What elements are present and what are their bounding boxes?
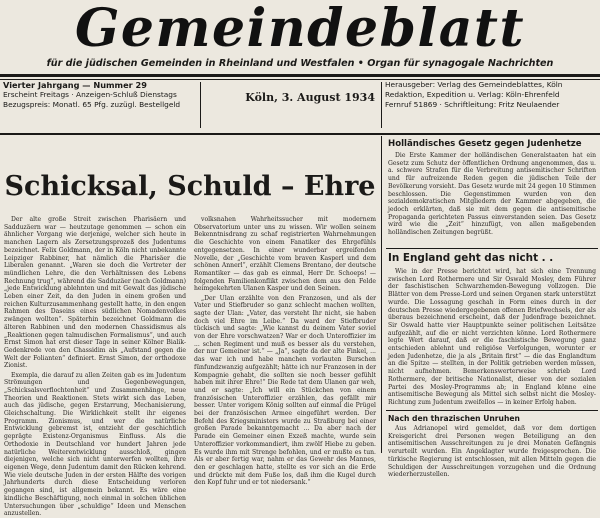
article-paragraph: volksnahen Wahrheitssucher mit modernem Observatorium unter uns zu wissen. Wir wollen seinem Bekenntnisdrang zu schaf registrierten Wahrnehmungen die Geschichte von einem Fanatiker des Ehrgefühls entgegensetzen. In einer wunderbar ergreifenden Novelle, der „Geschichte vom braven Kasperl und dem schönen Annerl“, erzählt Clemens Brentano, der deutsche Romantiker — das gab es einmal, Herr Dr. Schoeps! — folgenden Familienkonflikt zwischen dem aus den Felde heimgekehrten Ulanen Kasper und den Seinen. [194,216,376,293]
article-paragraph: „Der Ulan erzählte von den Franzosen, und als der Vater und Stiefbruder so ganz schlecht machen wollten, sagte der Ulan: „Vater, das versteht Ihr nicht, sie haben doch viel Ehre im Leibe.“ Da ward der Stiefbruder tückisch und sagte: „Wie kannst du deinem Vater soviel von der Ehre vorschwatzen? War er doch Unteroffizier im ... schen Regiment und muß es besser als du verstehen, der nur Gemeiner ist.“ — „Ja“, sagte da der alte Finkel, ... das war ich und habe manchen vorlauten Burschen fünfundzwanzig aufgezählt; hätte ich nur Franzosen in der Kompagnie gehabt, die sollten sie noch besser gefühlt haben mit ihrer Ehre!“ Die Rede tat dem Ulanen gar weh, und er sagte: „Ich will ein Stückchen von einem französischen Unteroffizier erzählen, das gefällt mir besser. Unter vorigem König sollten auf einmal die Prügel bei der französischen Armee eingeführt werden. Der Befehl des Kriegsministers wurde zu Straßburg bei einer großen Parade bekanntgemacht ... Da aber nach der Parade ein Gemeiner einen Exzeß machte, wurde sein Unteroffizier vorkommandiert, ihm zwölf Hiebe zu geben. Es wurde ihm mit Strenge befohlen, und er mußte es tun. Als er aber fertig war, nahm er das Gewehr des Mannes, den er geschlagen hatte, stellte es vor sich an die Erde und drückte mit dem Fuße los, daß ihm die Kugel durch den Kopf fuhr und er tot niedersank.“ [194,294,376,487]
publisher-line: Herausgeber: Verlag des Gemeindeblattes, Köln [385,80,563,89]
infobar-rule [0,133,600,135]
issue-date: Köln, 3. August 1934 [245,91,375,104]
editorial-address: Redaktion, Expedition u. Verlag: Köln-Ehrenfeld [385,90,560,99]
infobar-divider-left [200,82,201,128]
column-divider-main [381,136,382,453]
section-rule [386,410,598,411]
phone-editor: Fernruf 51869 · Schriftleitung: Fritz Neulaender [385,100,560,109]
subscription-price: Bezugspreis: Monatl. 65 Pfg. zuzügl. Bestellgeld [3,100,181,109]
section-heading-thrace: Nach den thrazischen Unruhen [388,414,520,423]
section-rule [386,248,598,249]
article-column-1 [4,216,186,518]
article-paragraph: Exempla, die darauf zu allen Zeiten gab es im Judentum Strömungen und Gegenbewegungen, „Schicksalsverflochtenheit“ und Zusammenhänge, neue Theorien und Reaktionen. Stets wirkt sich das Leben, auch das jüdische, gegen Erstarrung, Mechanisierung, Gleichschaltung. Die Wirklichkeit stellt ihr eigenes Programm. Zionismus, und wer die natürliche Entwicklung gebremst ist, entzieht der geschichtlich geprägte Existenz-Organismus Einfluss. Als die Orthodoxie in Deutschland vor hundert Jahren jede natürliche Weiterentwicklung ausschloß, gingen diejenigen, welche sich nicht unterwerfen wollten, ihre eigenen Wege, denn Judentum damit den Rücken kehrend. Wie viele deutsche Juden in der ersten Hälfte des vorigen Jahrhunderts durch diese Entscheidung verloren gegangen sind, ist allgemein bekannt. Es wäre eine kindliche Beschäftigung, noch einmal in solchen üblichen Untersuchungen über „schuldige“ Ideen und Menschen anzustellen. [4,371,186,518]
infobar-divider-right [381,82,382,128]
section-heading-dutch-law: Holländisches Gesetz gegen Judenhetze [388,139,582,149]
section-paragraph: Die Erste Kammer der holländischen Generalstaaten hat ein Gesetz zum Schutz der öffentlichen Ordnung angenommen, das u. a. schwere Strafen für die Verbreitung antisemitischer Schriften und für aufreizende Reden gegen die jüdischen Teile der Bevölkerung vorsieht. Das Gesetz wurde mit 24 gegen 10 Stimmen beschlossen. Die Gegenstimmen wurden von den sozialdemokratischen Mitgliedern der Kammer abgegeben, die jedoch erklärten, daß sie mit dem gegen die antisemitische Propaganda gerichteten Passus einverstanden seien. Das Gesetz wird wie die „Zeit“ hinzufügt, von allen maßgebenden holländischen Zeitungen begrüßt. [388,152,596,237]
section-body-dutch-law [388,152,596,244]
top-rule [0,74,600,77]
issue-number: Vierter Jahrgang — Nummer 29 [3,80,147,90]
masthead-subtitle: für die jüdischen Gemeinden in Rheinland und Westfalen • Organ für synagogale Nachrichten [46,58,554,69]
article-headline: Schicksal, Schuld – Ehre [4,171,376,202]
article-paragraph: Der alte große Streit zwischen Pharisäern und Sadduzäern war — heutzutage genommen — schon ein ähnlicher Vorgang wie derjenige, welcher sich heute in manchen Lagern als Zersetzungsprozeß des Judentums bezeichnet. Felix Goldmann, der in Köln nicht unbekannte Leipziger Rabbiner, hat nämlich die Pharisäer die Liberalen genannt. „Waren sie doch die Vertreter der mündlichen Lehre, die den Verhältnissen des Lebens Rechnung trug“, während die Sadduzäer (nach Goldmann) „jede Entwicklung ablehnten und mit Gewalt das jüdische Leben einer Zeit, da den Juden in einem großen und reichen Kulturzusammenhang gestellt hatte, in den engen Rahmen des Daseins eines südlichen Nomadenvolkes zwängen wollten“. Späterhin bezeichnet Goldmann die älteren Rabbinen und den modernen Chassidismus als „Reaktionen gegen talmudischen Formalismus“, und auch Ernst Simon hat erst dieser Tage in seiner Kölner Bialik-Gedenkrede von den Chassidim als „Aufstand gegen die Welt der Folianten“ definiert. Ernst Simon, der orthodoxe Zionist. [4,216,186,370]
section-heading-england: In England geht das nicht . . [388,252,554,264]
newspaper-masthead: Gemeindeblatt [75,0,525,59]
publisher-info [385,80,597,132]
article-column-2 [194,216,376,487]
section-body-thrace [388,425,596,479]
section-paragraph: Wie in der Presse berichtet wird, hat sich eine Trennung zwischen Lord Rothermere und Sir Oswald Mosley, dem Führer der faschistischen Schwarzhemden-Bewegung vollzogen. Die Blätter von dem Presse-Lord und seinen Organen stark unterstützt wurde. Die Lossagung geschah in Form eines durch in der deutschen Presse wiedergegebenen offenen Briefwechsels, der als überaus bezeichnend erscheint, daß der Judenfrage bezeichnet. Sir Oswald hatte vier Hauptpunkte seiner politischen Leitsätze aufgezählt, auf die er nicht verzichten könne. Lord Rothermere legte Wert darauf, daß er die faschistische Bewegung ganz entschieden ablehnt und religiöse Verfolgungen, worunter er jeden Judenhetze, die ja als „Britain first“ — die das Englandtum an die Spitze — stellten, in der Politik getrieben werden müssen, nicht aufnehmen. Bemerkenswerterweise schrieb Lord Rothermere, der britische Nationalist, dieser von der sozialen Partei des Mosley-Programms ab; in England könne eine antisemitische Bewegung als Mittel sich selbst nicht die Mosley-Richtung zum Judentum zweifellos — in keiner Erfolg haben. [388,268,596,406]
publication-schedule: Erscheint Freitags · Anzeigen-Schluß Dienstags [3,90,177,99]
section-paragraph: Aus Adrianopel wird gemeldet, daß vor dem dortigen Kreisgericht drei Personen wegen Beteiligung an den antisemitischen Ausschreitungen zu je drei Monaten Gefängnis verurteilt wurden. Ein Angeklagter wurde freigesprochen. Die türkische Regierung ist entschlossen, mit allen Mitteln gegen die Schuldigen der Ausschreitungen vorzugehen und die Ordnung wiederherzustellen. [388,425,596,479]
issue-info [3,80,198,132]
section-body-england [388,268,596,407]
